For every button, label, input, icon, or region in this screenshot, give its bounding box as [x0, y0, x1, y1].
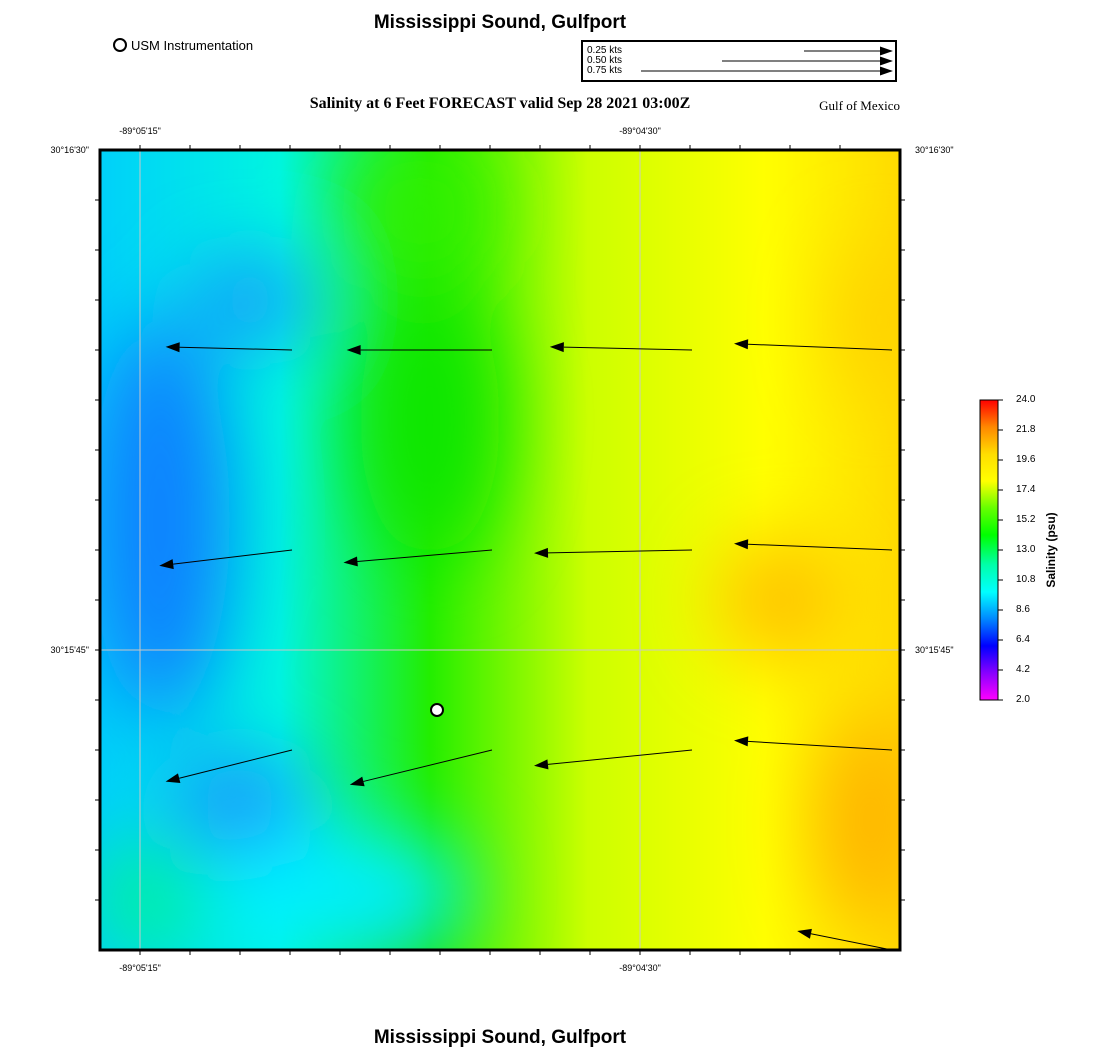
- salinity-field: [60, 110, 940, 990]
- map-title: Mississippi Sound, Gulfport: [373, 12, 627, 33]
- colorbar-gradient: [980, 400, 998, 700]
- colorbar-tick-7: 8.6: [1016, 604, 1030, 615]
- colorbar-tick-10: 2.0: [1016, 694, 1030, 705]
- colorbar-tick-3: 17.4: [1016, 484, 1036, 495]
- usm-instrument-marker[interactable]: [431, 704, 443, 716]
- colorbar-tick-6: 10.8: [1016, 574, 1036, 585]
- lon-tick-bottom-1: -89°05'15": [119, 963, 161, 973]
- vector-scale-label-3: 0.75 kts: [587, 65, 623, 76]
- region-label: Gulf of Mexico: [819, 98, 900, 113]
- colorbar-tick-marks: [998, 400, 1003, 700]
- colorbar-tick-5: 13.0: [1016, 544, 1036, 555]
- vector-scale-label-2: 0.50 kts: [587, 55, 623, 66]
- lat-tick-left-1: 30°16'30": [50, 145, 89, 155]
- colorbar-tick-2: 19.6: [1016, 454, 1036, 465]
- colorbar-title: Salinity (psu): [1044, 512, 1058, 588]
- colorbar-tick-1: 21.8: [1016, 424, 1036, 435]
- salinity-colorbar: [975, 394, 1005, 706]
- colorbar-tick-8: 6.4: [1016, 634, 1030, 645]
- lon-tick-top-1: -89°05'15": [119, 126, 161, 136]
- lon-tick-bottom-2: -89°04'30": [619, 963, 661, 973]
- map-subtitle: Salinity at 6 Feet FORECAST valid Sep 28 2021 03:00Z: [309, 95, 691, 112]
- lat-tick-right-1: 30°16'30": [915, 145, 954, 155]
- colorbar-tick-9: 4.2: [1016, 664, 1030, 675]
- footer-title: Mississippi Sound, Gulfport: [373, 1027, 627, 1048]
- instrument-legend-label: USM Instrumentation: [131, 37, 254, 53]
- colorbar-tick-0: 24.0: [1016, 394, 1036, 405]
- lat-tick-right-2: 30°15'45": [915, 645, 954, 655]
- lat-tick-left-2: 30°15'45": [50, 645, 89, 655]
- lon-tick-top-2: -89°04'30": [619, 126, 661, 136]
- vector-scale-label-1: 0.25 kts: [587, 45, 623, 56]
- colorbar-tick-4: 15.2: [1016, 514, 1036, 525]
